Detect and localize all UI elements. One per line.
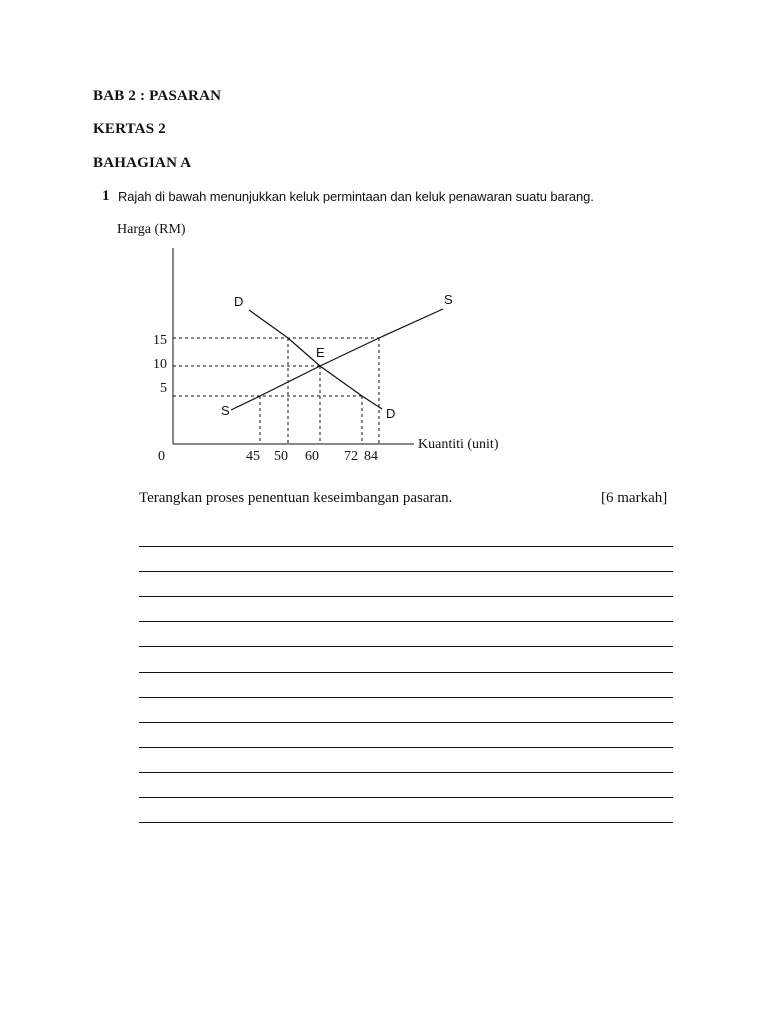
- supply-demand-chart: [0, 0, 768, 480]
- marks-label: [6 markah]: [601, 490, 668, 506]
- curves: [221, 292, 453, 421]
- question-number: 1: [102, 188, 110, 204]
- answer-line[interactable]: [139, 747, 673, 748]
- answer-line[interactable]: [139, 797, 673, 798]
- y-tick-15: 15: [153, 333, 167, 348]
- answer-line[interactable]: [139, 697, 673, 698]
- answer-line[interactable]: [139, 646, 673, 647]
- answer-line[interactable]: [139, 546, 673, 547]
- supply-label-start: S: [221, 403, 230, 418]
- answer-line[interactable]: [139, 571, 673, 572]
- demand-label-end: D: [386, 406, 396, 421]
- section-heading: BAHAGIAN A: [93, 155, 192, 171]
- guide-lines: [173, 338, 379, 444]
- x-axis-label: Kuantiti (unit): [418, 437, 499, 452]
- question-text: Rajah di bawah menunjukkan keluk permintaan dan keluk penawaran suatu barang.: [118, 189, 594, 204]
- origin-label: 0: [158, 449, 165, 464]
- x-tick-84: 84: [364, 449, 378, 464]
- y-tick-5: 5: [160, 381, 167, 396]
- answer-line[interactable]: [139, 621, 673, 622]
- answer-line[interactable]: [139, 822, 673, 823]
- chapter-heading: BAB 2 : PASARAN: [93, 88, 222, 104]
- answer-line[interactable]: [139, 596, 673, 597]
- equilibrium-label: E: [316, 345, 325, 360]
- answer-line[interactable]: [139, 772, 673, 773]
- y-axis-label: Harga (RM): [117, 222, 186, 237]
- answer-line[interactable]: [139, 722, 673, 723]
- y-tick-10: 10: [153, 357, 167, 372]
- curve-s: [231, 309, 443, 410]
- demand-label-start: D: [234, 294, 244, 309]
- answer-line[interactable]: [139, 672, 673, 673]
- paper-heading: KERTAS 2: [93, 121, 166, 137]
- x-tick-60: 60: [305, 449, 319, 464]
- x-tick-50: 50: [274, 449, 288, 464]
- x-tick-72: 72: [344, 449, 358, 464]
- supply-label-end: S: [444, 292, 453, 307]
- instruction-text: Terangkan proses penentuan keseimbangan pasaran.: [139, 490, 453, 506]
- x-tick-45: 45: [246, 449, 260, 464]
